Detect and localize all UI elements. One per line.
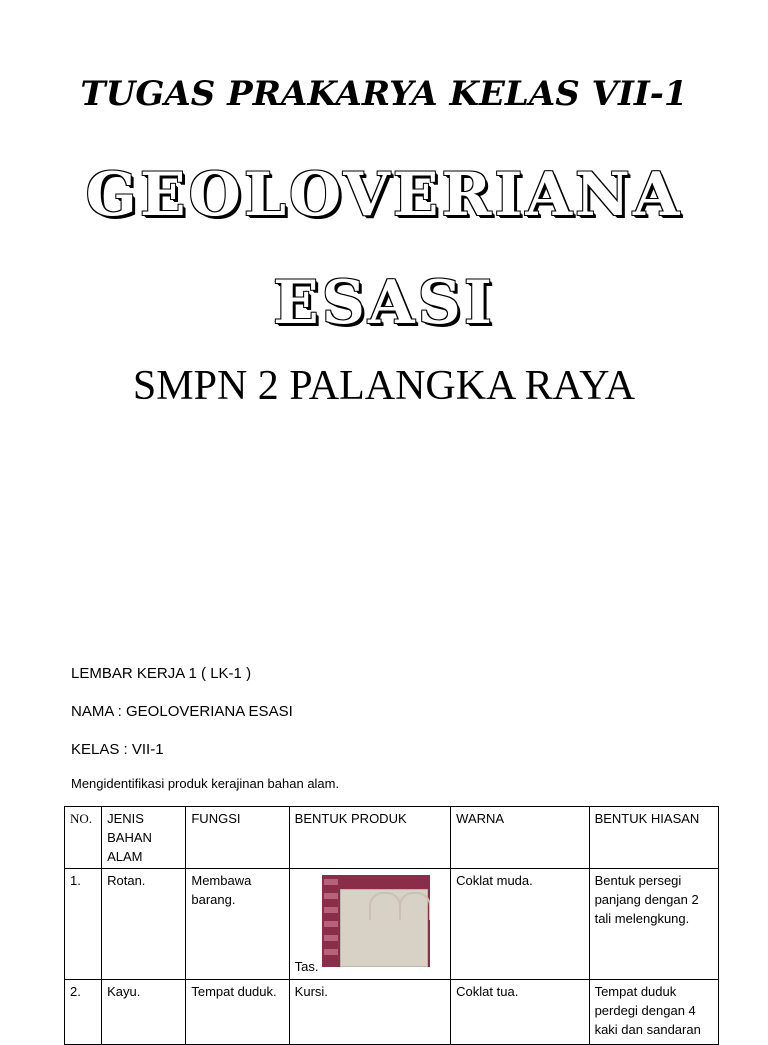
cell-warna: Coklat tua.: [451, 980, 589, 1045]
cell-jenis: Rotan.: [102, 869, 186, 980]
worksheet-label: LEMBAR KERJA 1 ( LK-1 ): [71, 665, 252, 682]
product-label: Tas.: [294, 959, 319, 974]
intro-text: Mengidentifikasi produk kerajinan bahan alam.: [71, 776, 340, 791]
cell-bentuk: Kursi.: [289, 980, 450, 1045]
cell-fungsi: Tempat duduk.: [186, 980, 289, 1045]
header-no: NO.: [65, 807, 102, 869]
school-name: SMPN 2 PALANGKA RAYA: [132, 363, 636, 409]
header-hiasan: BENTUK HIASAN: [589, 807, 718, 869]
bag-handle: [369, 892, 401, 920]
cell-hiasan: Bentuk persegi panjang dengan 2 tali melengkung.: [589, 869, 718, 980]
header-jenis: JENIS BAHAN ALAM: [102, 807, 186, 869]
craft-table: [64, 806, 719, 1045]
name-label: NAMA : GEOLOVERIANA ESASI: [71, 703, 293, 720]
cell-bentuk: [289, 869, 450, 980]
table-row: [65, 869, 719, 980]
table-header-row: [65, 807, 719, 869]
cell-jenis: Kayu.: [102, 980, 186, 1045]
fabric-pattern: [324, 879, 338, 959]
cell-no: 2.: [65, 980, 102, 1045]
cell-fungsi: Membawa barang.: [186, 869, 289, 980]
student-name-line2: ESASI: [272, 268, 495, 338]
table-row: [65, 980, 719, 1045]
rattan-bag-image: [340, 889, 428, 967]
class-label: KELAS : VII-1: [71, 741, 164, 758]
header-warna: WARNA: [451, 807, 589, 869]
cell-warna: Coklat muda.: [451, 869, 589, 980]
cell-hiasan: Tempat duduk perdegi dengan 4 kaki dan sandaran: [589, 980, 718, 1045]
header-bentuk: BENTUK PRODUK: [289, 807, 450, 869]
student-name-line1: GEOLOVERIANA: [85, 160, 683, 230]
bag-photo: [322, 875, 430, 967]
bag-handle: [399, 892, 430, 920]
header-fungsi: FUNGSI: [186, 807, 289, 869]
assignment-title: TUGAS PRAKARYA KELAS VII-1: [80, 74, 688, 114]
cell-no: 1.: [65, 869, 102, 980]
